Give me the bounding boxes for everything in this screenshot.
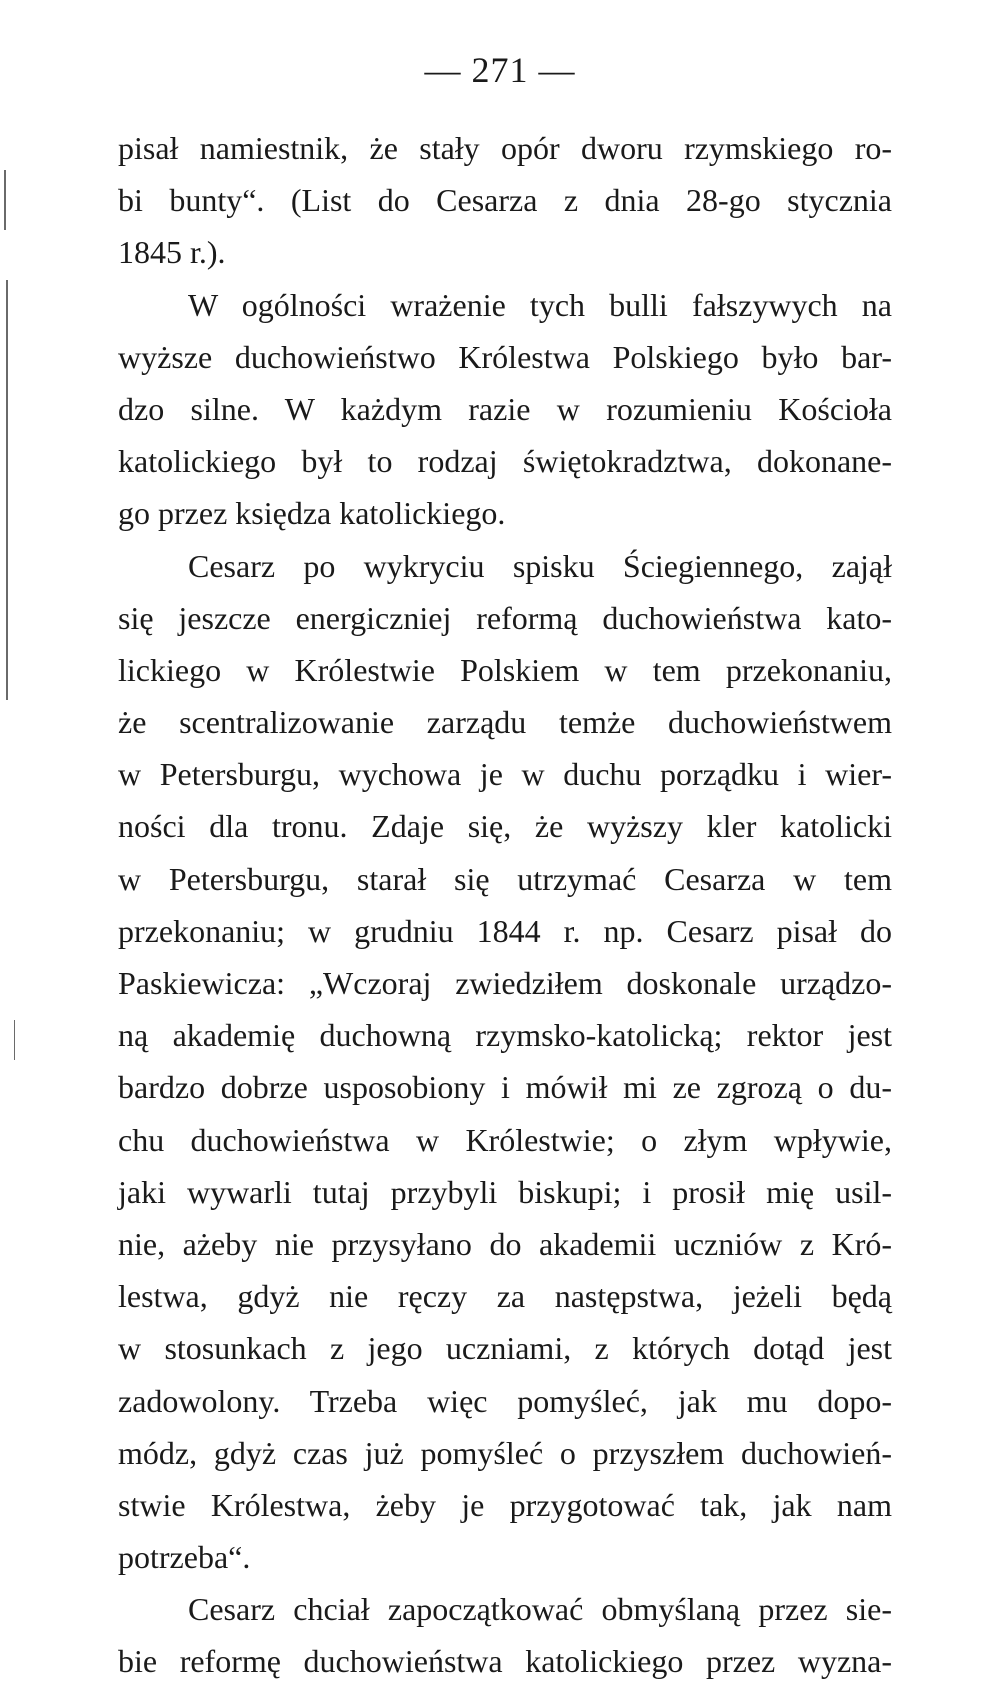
text-line: katolickiego był to rodzaj świętokradztwa, dokonane-	[118, 443, 892, 480]
text-line: zadowolony. Trzeba więc pomyśleć, jak mu dopo-	[118, 1382, 892, 1419]
text-line: 1845 r.).	[118, 234, 226, 271]
text-line: W ogólności wrażenie tych bulli fałszywych na	[188, 286, 892, 323]
text-line: potrzeba“.	[118, 1539, 251, 1576]
text-line: lestwa, gdyż nie ręczy za następstwa, jeżeli będą	[118, 1278, 892, 1315]
text-line: w stosunkach z jego uczniami, z których dotąd jest	[118, 1330, 892, 1367]
body-text	[118, 122, 892, 1688]
text-line: bi bunty“. (List do Cesarza z dnia 28-go stycznia	[118, 182, 892, 219]
text-line: lickiego w Królestwie Polskiem w tem przekonaniu,	[118, 651, 892, 688]
margin-scan-line	[6, 280, 8, 700]
text-line: wyższe duchowieństwo Królestwa Polskiego było bar-	[118, 338, 892, 375]
text-line: Cesarz po wykryciu spisku Ściegiennego, zajął	[188, 547, 892, 584]
text-line: ną akademię duchowną rzymsko-katolicką; rektor jest	[118, 1017, 892, 1054]
text-line: dzo silne. W każdym razie w rozumieniu Kościoła	[118, 390, 892, 427]
text-line: ności dla tronu. Zdaje się, że wyższy kler katolicki	[118, 808, 892, 845]
text-line: się jeszcze energiczniej reformą duchowieństwa kato-	[118, 599, 892, 636]
text-line: go przez księdza katolickiego.	[118, 495, 506, 532]
margin-scan-line	[14, 1020, 15, 1060]
text-line: chu duchowieństwa w Królestwie; o złym wpływie,	[118, 1121, 892, 1158]
margin-scan-line	[4, 170, 6, 230]
text-line: bie reformę duchowieństwa katolickiego przez wyzna-	[118, 1643, 892, 1680]
page-number: — 271 —	[424, 50, 576, 90]
text-line: nie, ażeby nie przysyłano do akademii uczniów z Kró-	[118, 1225, 892, 1262]
text-line: przekonaniu; w grudniu 1844 r. np. Cesarz pisał do	[118, 912, 892, 949]
text-line: jaki wywarli tutaj przybyli biskupi; i prosił mię usil-	[118, 1173, 892, 1210]
text-line: módz, gdyż czas już pomyśleć o przyszłem duchowień-	[118, 1434, 892, 1471]
text-line: w Petersburgu, starał się utrzymać Cesarza w tem	[118, 860, 892, 897]
text-line: że scentralizowanie zarządu temże duchowieństwem	[118, 704, 892, 741]
text-line: w Petersburgu, wychowa je w duchu porządku i wier-	[118, 756, 892, 793]
text-line: stwie Królestwa, żeby je przygotować tak, jak nam	[118, 1486, 892, 1523]
text-line: Paskiewicza: „Wczoraj zwiedziłem doskonale urządzo-	[118, 965, 892, 1001]
text-line: bardzo dobrze usposobiony i mówił mi ze zgrozą o du-	[118, 1069, 892, 1106]
text-line: pisał namiestnik, że stały opór dworu rzymskiego ro-	[118, 130, 892, 166]
text-line: Cesarz chciał zapoczątkować obmyślaną przez sie-	[188, 1591, 892, 1628]
